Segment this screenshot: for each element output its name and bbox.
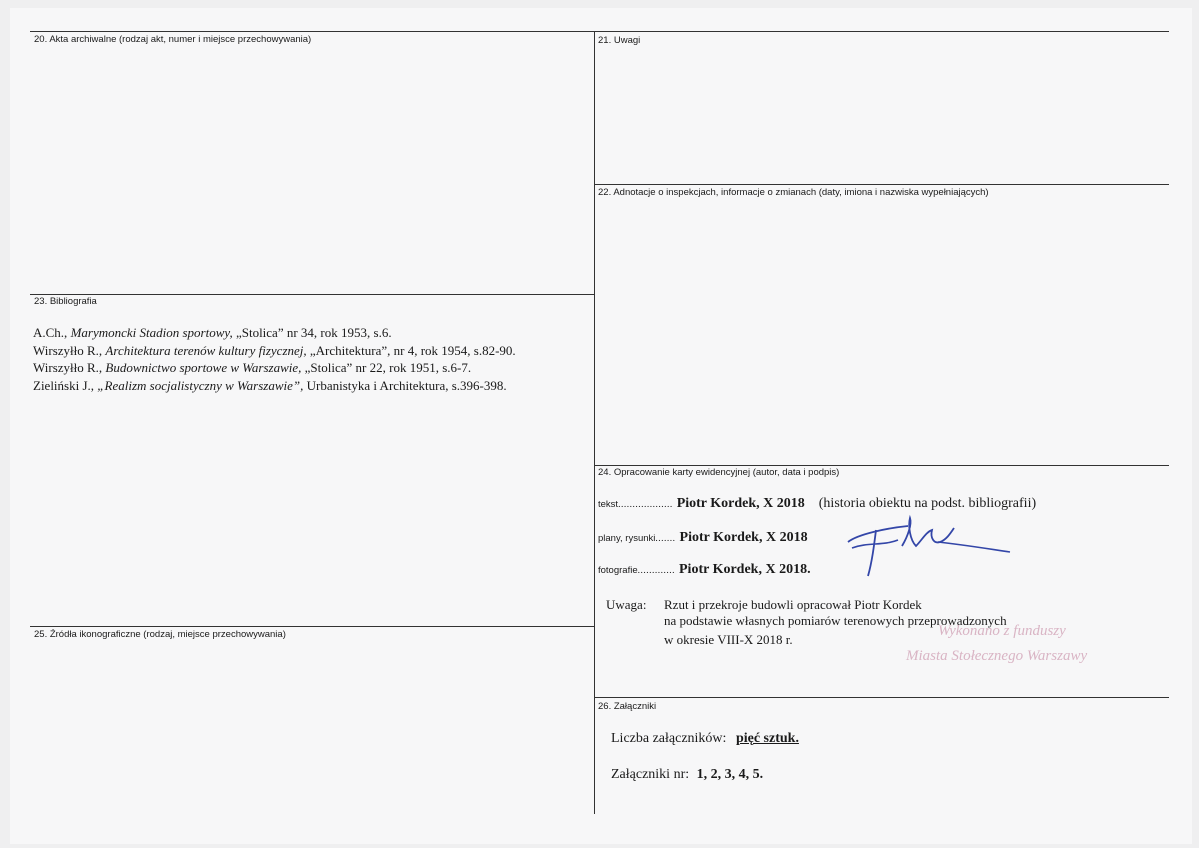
divider-21-22 bbox=[594, 184, 1169, 185]
tekst-label: tekst bbox=[598, 499, 619, 510]
field-25-label: 25. Źródła ikonograficzne (rodzaj, miejsce przechowywania) bbox=[34, 629, 286, 640]
attachments-numbers-value: 1, 2, 3, 4, 5. bbox=[696, 767, 764, 782]
bibliography-entry: Wirszyłło R., Architektura terenów kultury fizycznej, „Architektura”, nr 4, rok 1954, s.82-90. bbox=[33, 342, 516, 358]
bibliography-entry: Zieliński J., „Realizm socjalistyczny w Warszawie”, Urbanistyka i Architektura, s.396-398. bbox=[33, 377, 507, 393]
bibliography-list bbox=[33, 324, 516, 394]
field-22-label: 22. Adnotacje o inspekcjach, informacje o zmianach (daty, imiona i nazwiska wypełniających) bbox=[598, 187, 989, 198]
attachments-count-value: pięć sztuk. bbox=[735, 731, 799, 746]
record-card bbox=[10, 8, 1192, 844]
uwaga-line-2: na podstawie własnych pomiarów terenowych przeprowadzonych bbox=[664, 613, 1007, 628]
uwaga-line-3: w okresie VIII-X 2018 r. bbox=[664, 632, 793, 647]
attachments-count-row bbox=[611, 731, 799, 747]
divider-24-26 bbox=[594, 697, 1169, 698]
top-border bbox=[30, 31, 1169, 32]
tekst-note: (historia obiektu na podst. bibliografii) bbox=[818, 496, 1037, 511]
field-23-label: 23. Bibliografia bbox=[34, 296, 97, 307]
divider-22-24 bbox=[594, 465, 1169, 466]
stamp-line-1: Wykonano z funduszy bbox=[938, 623, 1066, 639]
divider-20-23 bbox=[30, 294, 595, 295]
field-20-label: 20. Akta archiwalne (rodzaj akt, numer i miejsce przechowywania) bbox=[34, 34, 312, 45]
uwaga-line-1: Rzut i przekroje budowli opracował Piotr Kordek bbox=[664, 597, 922, 612]
authorship-plans-row: plany, rysunki....... Piotr Kordek, X 2018 bbox=[598, 530, 808, 545]
foto-label: fotografie bbox=[598, 565, 638, 576]
plany-label: plany, rysunki bbox=[598, 533, 656, 544]
signature bbox=[838, 512, 1018, 580]
uwaga-label: Uwaga: bbox=[606, 597, 647, 612]
authorship-photo-row: fotografie............. Piotr Kordek, X 2018. bbox=[598, 562, 811, 577]
tekst-value: Piotr Kordek, X 2018 bbox=[676, 496, 805, 511]
plany-value: Piotr Kordek, X 2018 bbox=[679, 530, 808, 545]
attachments-numbers-label: Załączniki nr: bbox=[611, 767, 690, 782]
field-24-label: 24. Opracowanie karty ewidencyjnej (autor, data i podpis) bbox=[598, 467, 840, 478]
divider-23-25 bbox=[30, 626, 595, 627]
foto-value: Piotr Kordek, X 2018. bbox=[679, 562, 811, 577]
attachments-numbers-row bbox=[611, 767, 763, 783]
field-26-label: 26. Załączniki bbox=[598, 701, 657, 712]
stamp-line-2: Miasta Stołecznego Warszawy bbox=[906, 648, 1088, 664]
attachments-count-label: Liczba załączników: bbox=[611, 731, 727, 746]
field-21-label: 21. Uwagi bbox=[598, 35, 641, 46]
bibliography-entry: Wirszyłło R., Budownictwo sportowe w Warszawie, „Stolica” nr 22, rok 1951, s.6-7. bbox=[33, 360, 472, 376]
bibliography-entry: A.Ch., Marymoncki Stadion sportowy, „Stolica” nr 34, rok 1953, s.6. bbox=[33, 325, 392, 340]
authorship-text-row: tekst................... Piotr Kordek, X 2018 (historia obiektu na podst. bibliografii) bbox=[598, 496, 1037, 511]
